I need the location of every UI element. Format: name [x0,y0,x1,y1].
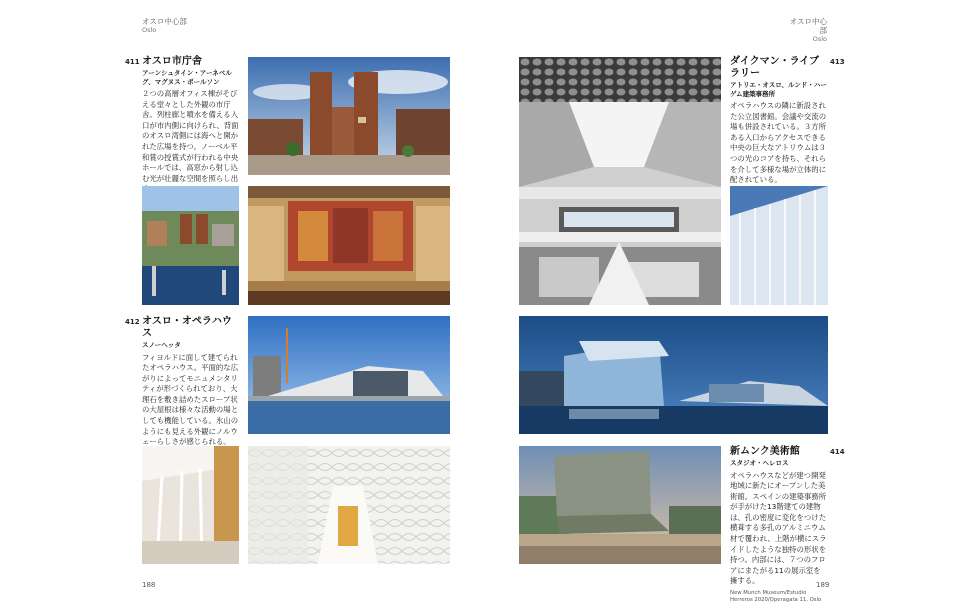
running-head-en: Oslo [812,35,827,43]
entry-description: オペラハウスなどが建つ開発地域に新たにオープンした美術館。スペインの建築事務所が手がけた13階建ての建物は、孔の密度に変化をつけた横葺する多孔のアルミニウム材で覆われ、上階が横にスライドしたような独特の形状を持つ。内部には、７つのフロアにまたがる11の展示室を擁する。 [730,470,827,586]
entry-architects: アトリエ・オスロ、ルンド・ハーゲム建築事務所 [730,81,827,98]
running-head-jp: オスロ中心部 [142,17,187,26]
entry-architects: スノーヘッタ [142,341,181,349]
munch-museum-exterior-photo [519,446,721,564]
city-hall-aerial-photo [142,186,239,305]
city-hall-main-hall-photo [248,186,450,305]
entry-title: ダイクマン・ライブラリー [730,56,819,79]
entry-credit: New Munch Museum/Estudio Herreros 2020/Operagata 11, Oslo [730,590,822,604]
opera-house-wave-wall-photo [248,446,450,564]
running-head-en: Oslo [142,26,157,34]
opera-house-exterior-photo [248,316,450,434]
right-page [485,0,970,604]
entry-description: ２つの高層オフィス棟がそびえる堂々とした外観の市庁舎。列柱廊と噴水を備える入口が市内側に向けられ、背面のオスロ湾側には海へと開かれた広場を持つ。ノーベル平和賞の授賞式が行われる中央ホールでは、高窓から射し込む光が壮麗な空間を照らし出 [142,89,239,183]
left-page [0,0,485,600]
entry-number: 412 [125,318,140,326]
entry-architects: アーンシュタイン・アーネベルグ、マグヌス・ポールソン [142,69,232,86]
running-head [142,17,187,35]
entry-title: 新ムンク美術館 [730,446,800,457]
opera-house-foyer-photo [142,446,239,564]
entry-number: 414 [830,448,845,456]
entry-title: オスロ・オペラハウス [142,316,232,339]
running-head [787,17,827,44]
page-number: 189 [816,581,830,589]
entry-title: オスロ市庁舎 [142,56,202,67]
entry-opera-house [142,316,239,465]
page-number: 188 [142,581,156,589]
entry-architects: スタジオ・ヘレロス [730,459,789,467]
library-night-photo [519,316,828,434]
library-atrium-photo [519,57,721,305]
library-facade-photo [730,186,828,305]
running-head-jp: オスロ中心部 [789,17,827,35]
entry-munch-museum [730,446,828,604]
entry-description: オペラハウスの隣に新設された公立図書館。会議や交流の場も併設されている。３方所ある入口からアクセスできる中央の巨大なアトリウムは３つの光のコアを持ち、それらを介して多様な場が立体的に配されている。 [730,101,827,185]
entry-number: 413 [830,58,845,66]
city-hall-exterior-photo [248,57,450,175]
entry-number: 411 [125,58,140,66]
entry-description: フィヨルドに面して建てられたオペラハウス。平面的な広がりによってモニュメンタリティが形づくられており、大理石を敷き詰めたスロープ状の大屋根は様々な活動の場としても機能している。氷山のようにも見える外観にノルウェーらしさが感じられる。 [142,352,239,447]
